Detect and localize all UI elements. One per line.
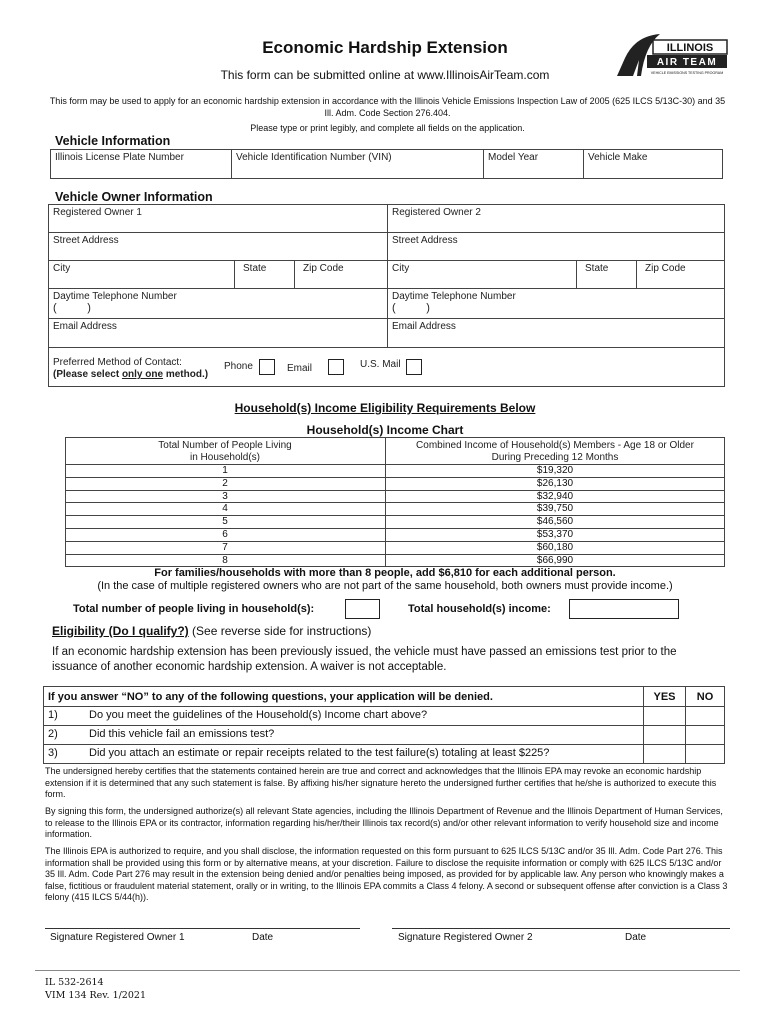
income-chart-row <box>65 541 725 553</box>
signature-2-label: Signature Registered Owner 2 <box>398 932 533 943</box>
contact-phone-label: Phone <box>224 361 253 372</box>
total-people-label: Total number of people living in household(s): <box>73 603 315 615</box>
date-1-label: Date <box>252 932 274 943</box>
income-note-bold: For families/households with more than 8 people, add $6,810 for each additional person. <box>154 567 616 579</box>
income-limit: $46,560 <box>536 516 574 528</box>
total-income-label: Total household(s) income: <box>408 603 551 615</box>
intro-text: This form may be used to apply for an economic hardship extension in accordance with the Illinois Vehicle Emissions Inspection Law of 2005 (625 ILCS 5/13C-30) and 35 Ill. Adm. Code Section 276.404. <box>49 96 726 118</box>
state-2-field[interactable]: State <box>576 260 637 289</box>
income-chart-row <box>65 515 725 527</box>
question-2: 2) Did this vehicle fail an emissions test? <box>43 725 644 745</box>
city-2-field[interactable]: City <box>387 260 577 289</box>
income-chart-row <box>65 464 725 476</box>
signature-1-label: Signature Registered Owner 1 <box>50 932 185 943</box>
state-1-field[interactable]: State <box>234 260 295 289</box>
col1-header: Total Number of People Living in Household(s) <box>158 440 292 463</box>
phone-1-parens: ( ) <box>53 302 91 314</box>
question-1-no[interactable] <box>685 706 725 726</box>
legal-authorization: By signing this form, the undersigned authorize(s) all relevant State agencies, including the Illinois Department of Revenue and the Illinois Department of Human Services, to release to the Illinois EPA or its contractor, information regarding his/her/their Illinois tax record(s) and/or other relevant information to verify household size and income information. <box>45 806 723 839</box>
household-size: 6 <box>222 529 228 540</box>
household-size: 3 <box>222 490 228 502</box>
contact-phone-checkbox[interactable] <box>259 359 275 375</box>
total-people-input[interactable] <box>345 599 380 619</box>
income-limit: $32,940 <box>536 490 574 502</box>
form-subtitle: This form can be submitted online at www.IllinoisAirTeam.com <box>220 68 550 82</box>
question-3-no[interactable] <box>685 744 725 764</box>
eligibility-heading-row <box>52 624 371 638</box>
total-income-input[interactable] <box>569 599 679 619</box>
contact-mail-checkbox[interactable] <box>406 359 422 375</box>
contact-mail-label: U.S. Mail <box>360 359 401 370</box>
income-note: (In the case of multiple registered owners who are not part of the same household, both owners must provide income.) <box>97 580 673 592</box>
phone-2-field[interactable] <box>387 288 725 319</box>
eligibility-text: If an economic hardship extension has been previously issued, the vehicle must have passed an emissions test prior to the issuance of another economic hardship extension. A waiver is not acceptable. <box>52 646 677 673</box>
income-chart-heading: Household(s) Income Chart <box>306 423 464 437</box>
license-plate-field[interactable]: Illinois License Plate Number <box>50 149 232 179</box>
household-size: 5 <box>222 516 228 528</box>
email-2-field[interactable]: Email Address <box>387 318 725 348</box>
income-limit: $53,370 <box>536 529 574 540</box>
income-limit: $39,750 <box>536 503 574 515</box>
legal-certification: The undersigned hereby certifies that the statements contained herein are true and correct and acknowledges that the Illinois EPA may revoke an economic hardship extension if it is determined that any such statement is false. By affixing his/her signature hereto the undersigned further certifies that he/she is authorized to execute this form. <box>45 766 717 799</box>
income-limit: $19,320 <box>536 465 574 476</box>
phone-1-label: Daytime Telephone Number <box>53 291 177 302</box>
income-limit: $60,180 <box>536 541 574 553</box>
question-3-yes[interactable] <box>643 744 686 764</box>
eligibility-heading-note: (See reverse side for instructions) <box>192 624 372 638</box>
question-2-no[interactable] <box>685 725 725 745</box>
vehicle-info-heading: Vehicle Information <box>55 134 171 148</box>
question-3: 3) Did you attach an estimate or repair receipts related to the test failure(s) totaling at least $225? <box>43 744 644 764</box>
footer-divider <box>35 970 740 971</box>
household-size: 2 <box>222 477 228 489</box>
owner-info-heading: Vehicle Owner Information <box>55 190 213 204</box>
logo-tagline: VEHICLE EMISSIONS TESTING PROGRAM <box>650 71 724 75</box>
city-1-field[interactable]: City <box>48 260 235 289</box>
col2-header: Combined Income of Household(s) Members - Age 18 or Older During Preceding 12 Months <box>416 440 694 463</box>
eligibility-heading: Eligibility (Do I qualify?) <box>52 624 189 638</box>
logo-line2: AIR TEAM <box>656 57 718 68</box>
household-size: 7 <box>222 541 228 553</box>
contact-email-label: Email <box>287 363 313 374</box>
phone-2-parens: ( ) <box>392 302 430 314</box>
vin-field[interactable]: Vehicle Identification Number (VIN) <box>231 149 484 179</box>
income-chart-row <box>65 490 725 502</box>
model-year-field[interactable]: Model Year <box>483 149 584 179</box>
household-size: 1 <box>222 465 228 476</box>
phone-1-field[interactable] <box>48 288 388 319</box>
household-size: 4 <box>222 503 228 515</box>
zip-1-field[interactable]: Zip Code <box>294 260 388 289</box>
form-number: IL 532-2614 <box>45 977 104 988</box>
form-revision: VIM 134 Rev. 1/2021 <box>45 990 146 1001</box>
question-2-yes[interactable] <box>643 725 686 745</box>
income-chart-row <box>65 528 725 540</box>
income-chart-row <box>65 502 725 514</box>
registered-owner-2-field[interactable]: Registered Owner 2 <box>387 204 725 233</box>
income-requirements-heading: Household(s) Income Eligibility Requirements Below <box>234 401 536 415</box>
contact-method-label: Preferred Method of Contact: <box>53 357 182 368</box>
income-limit: $26,130 <box>536 477 574 489</box>
no-header: NO <box>685 686 725 707</box>
household-size: 8 <box>222 554 228 566</box>
income-chart-row <box>65 477 725 489</box>
registered-owner-1-field[interactable]: Registered Owner 1 <box>48 204 388 233</box>
yes-header: YES <box>643 686 686 707</box>
phone-2-label: Daytime Telephone Number <box>392 291 516 302</box>
question-1-yes[interactable] <box>643 706 686 726</box>
income-limit: $66,990 <box>536 554 574 566</box>
legal-disclosure: The Illinois EPA is authorized to require, and you shall disclose, the information requested on this form pursuant to 625 ILCS 5/13C and/or 35 Ill. Adm. Code Part 276. This information shall be provided using this form or by alternative means, at your discretion. Failure to disclose the requisite information or comply with 625 ILCS 5/13C and/or 35 Ill. Adm. Code Part 276 may result in the extension being denied and/or penalties being imposed, as provided for by applicable law. Any person who knowingly makes a false, fictitious or fraudulent material statement, orally or in writing, to the Illinois EPA commits a Class 4 felony. A second or subsequent offense after conviction is a Class 3 felony (415 ILCS 5/44(h)). <box>45 846 728 902</box>
contact-email-checkbox[interactable] <box>328 359 344 375</box>
question-1: 1) Do you meet the guidelines of the Household(s) Income chart above? <box>43 706 644 726</box>
date-2-label: Date <box>625 932 647 943</box>
logo-line1: ILLINOIS <box>666 42 714 54</box>
eligibility-table-header: If you answer “NO” to any of the following questions, your application will be denied. <box>43 686 644 707</box>
street-address-2-field[interactable]: Street Address <box>387 232 725 261</box>
vehicle-make-field[interactable]: Vehicle Make <box>583 149 723 179</box>
street-address-1-field[interactable]: Street Address <box>48 232 388 261</box>
email-1-field[interactable]: Email Address <box>48 318 388 348</box>
signature-2-line[interactable] <box>392 928 730 929</box>
instruction-text: Please type or print legibly, and complete all fields on the application. <box>250 123 525 133</box>
illinois-air-team-logo <box>615 28 730 78</box>
income-chart-row <box>65 554 725 566</box>
zip-2-field[interactable]: Zip Code <box>636 260 725 289</box>
contact-method-note: (Please select only one method.) <box>53 369 209 380</box>
form-title: Economic Hardship Extension <box>262 38 508 57</box>
signature-1-line[interactable] <box>45 928 360 929</box>
